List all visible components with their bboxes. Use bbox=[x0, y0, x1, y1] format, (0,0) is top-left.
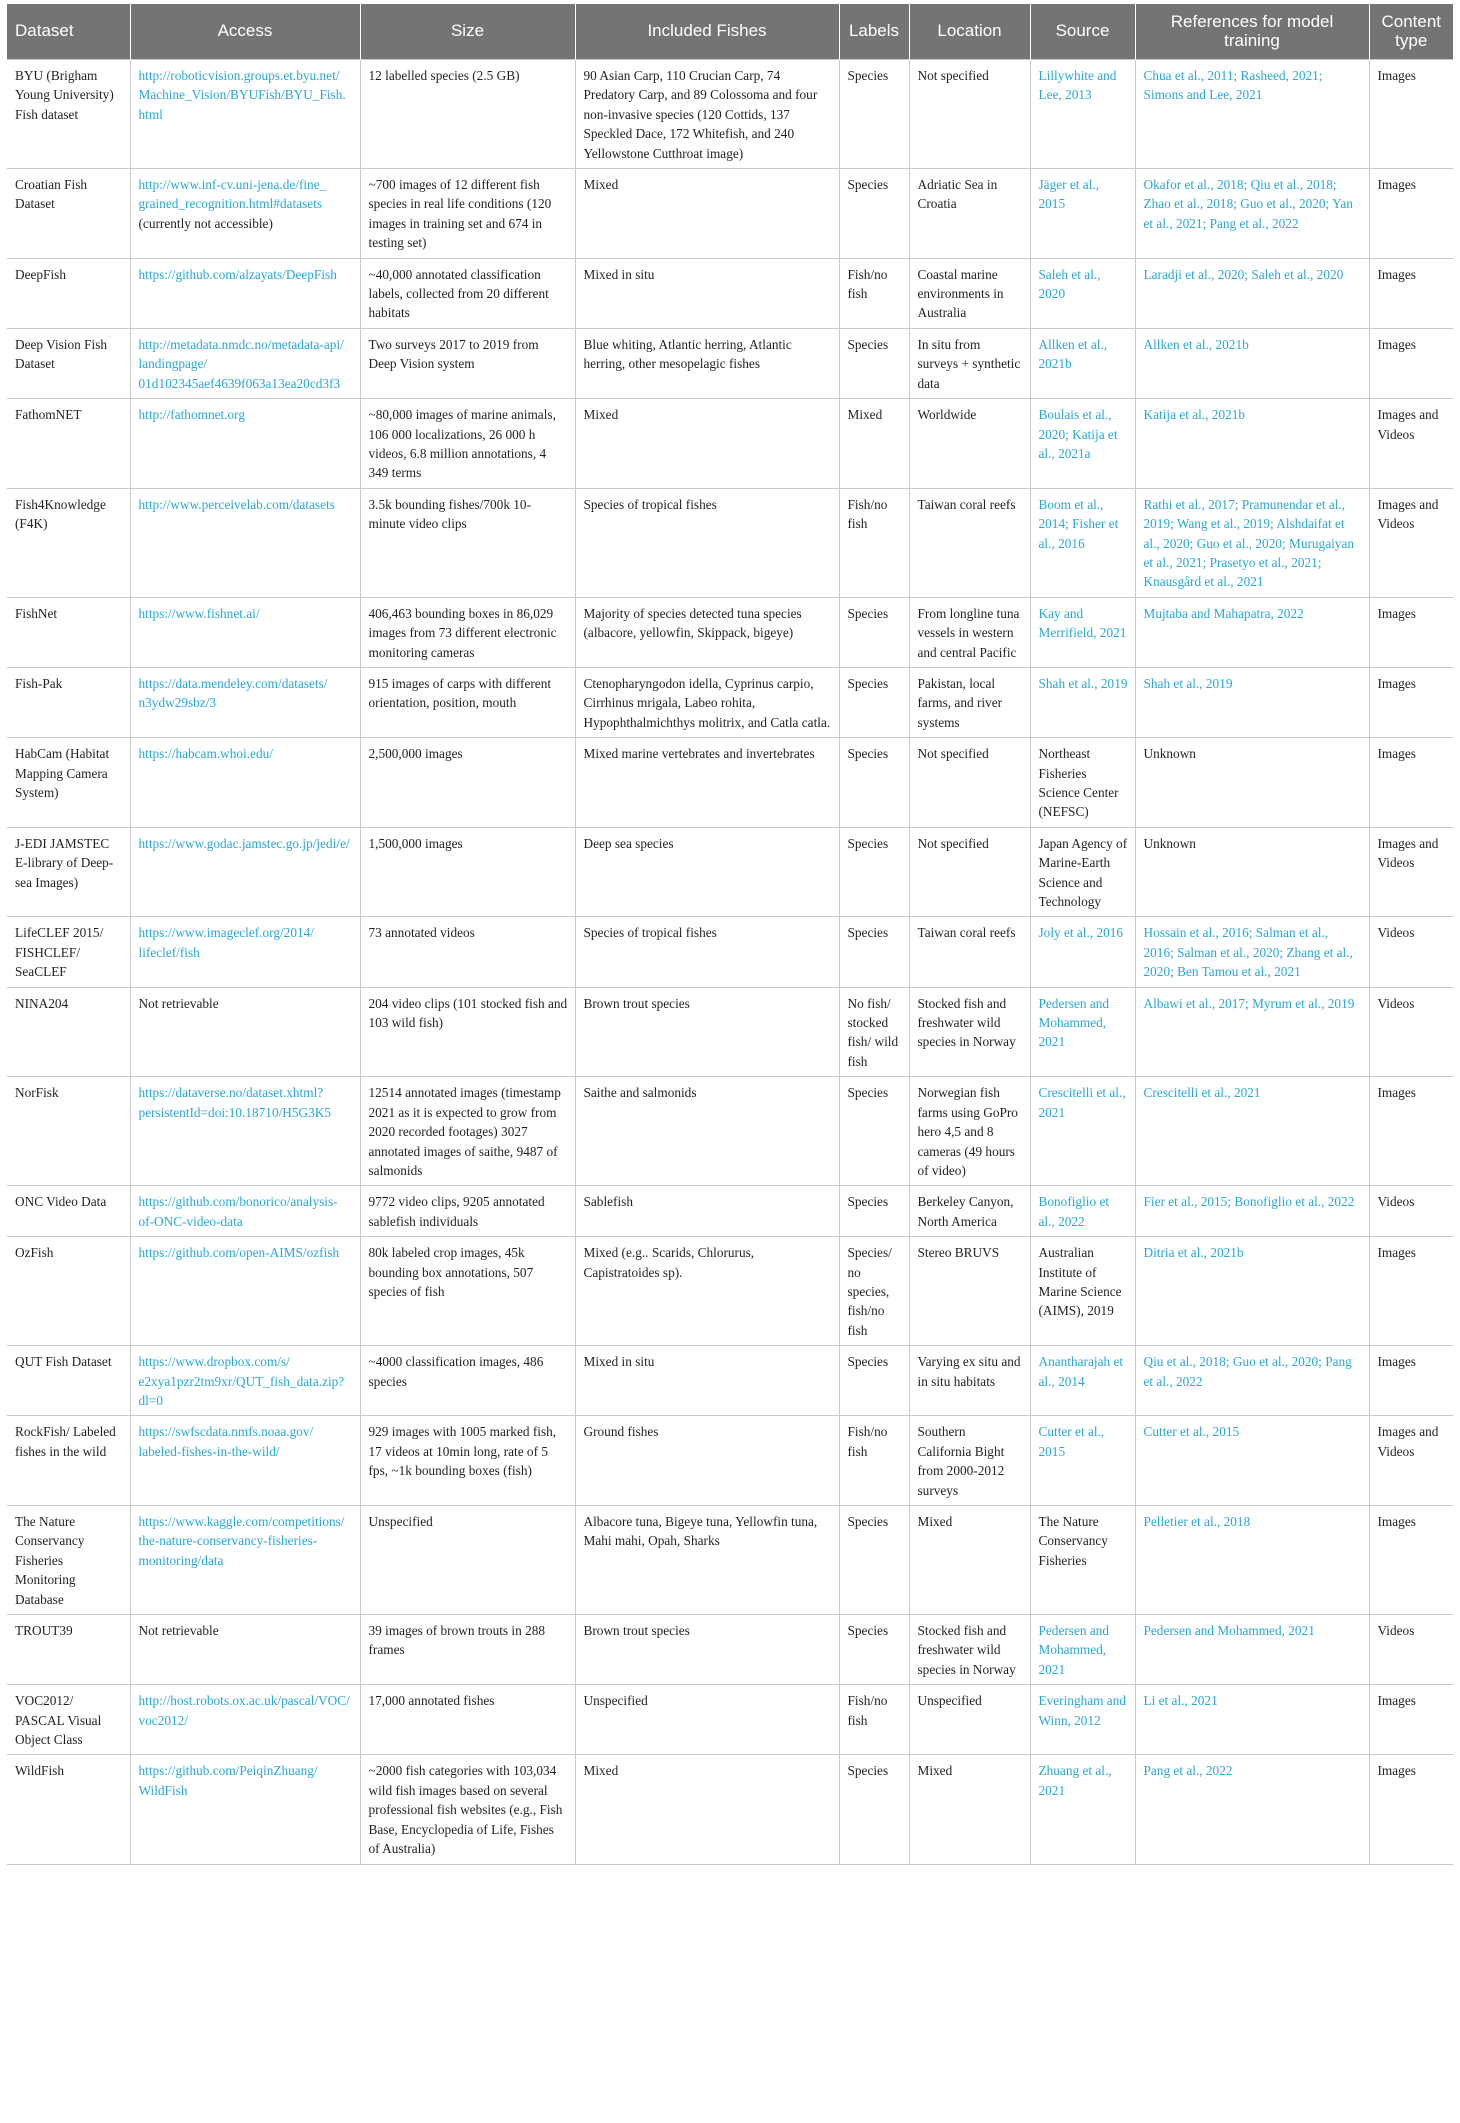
cell-source bbox=[1030, 1755, 1135, 1864]
cell-labels: Species bbox=[839, 1077, 909, 1186]
cell-access bbox=[130, 60, 360, 169]
table-row bbox=[7, 399, 1453, 489]
col-header-size: Size bbox=[360, 4, 575, 60]
cell-dataset: OzFish bbox=[7, 1237, 130, 1346]
cell-source bbox=[1030, 1615, 1135, 1685]
source-link[interactable]: Cutter et al., 2015 bbox=[1038, 1424, 1105, 1459]
table-body bbox=[7, 60, 1453, 1865]
cell-size: 39 images of brown trouts in 288 frames bbox=[360, 1615, 575, 1685]
cell-dataset: FishNet bbox=[7, 597, 130, 667]
cell-fishes: Sablefish bbox=[575, 1186, 839, 1237]
cell-access bbox=[130, 328, 360, 398]
cell-source bbox=[1030, 328, 1135, 398]
cell-access bbox=[130, 399, 360, 489]
table-row bbox=[7, 258, 1453, 328]
access-link[interactable]: http://roboticvision.groups.et.byu.net/Machine_Vision/BYUFish/BYU_Fish.html bbox=[138, 68, 346, 122]
table-row bbox=[7, 1186, 1453, 1237]
cell-size: 204 video clips (101 stocked fish and 103 wild fish) bbox=[360, 987, 575, 1077]
cell-location: Not specified bbox=[909, 827, 1030, 917]
cell-access: Not retrievable bbox=[130, 1615, 360, 1685]
cell-content: Images bbox=[1369, 60, 1453, 169]
cell-labels: Species bbox=[839, 1186, 909, 1237]
table-row bbox=[7, 987, 1453, 1077]
cell-dataset: Fish4Knowledge (F4K) bbox=[7, 488, 130, 597]
cell-access bbox=[130, 1685, 360, 1755]
cell-dataset: DeepFish bbox=[7, 258, 130, 328]
cell-references bbox=[1135, 1077, 1369, 1186]
source-link[interactable]: Pedersen and Mohammed, 2021 bbox=[1038, 1623, 1110, 1677]
source-link[interactable]: Joly et al., 2016 bbox=[1038, 925, 1124, 941]
cell-size: ~80,000 images of marine animals, 106 000 localizations, 26 000 h videos, 6.8 million annotations, 4 349 terms bbox=[360, 399, 575, 489]
reference-link[interactable]: Chua et al., 2011; Rasheed, 2021; Simons and Lee, 2021 bbox=[1143, 68, 1323, 103]
table-row bbox=[7, 597, 1453, 667]
reference-link[interactable]: Pedersen and Mohammed, 2021 bbox=[1143, 1623, 1315, 1639]
cell-fishes: Albacore tuna, Bigeye tuna, Yellowfin tuna, Mahi mahi, Opah, Sharks bbox=[575, 1506, 839, 1615]
access-link[interactable]: https://www.fishnet.ai/ bbox=[138, 605, 260, 621]
cell-dataset: TROUT39 bbox=[7, 1615, 130, 1685]
reference-link[interactable]: Shah et al., 2019 bbox=[1143, 675, 1233, 691]
table-row bbox=[7, 1416, 1453, 1506]
cell-size: 73 annotated videos bbox=[360, 917, 575, 987]
cell-labels: Species bbox=[839, 827, 909, 917]
cell-location: Stereo BRUVS bbox=[909, 1237, 1030, 1346]
cell-location: Norwegian fish farms using GoPro hero 4,5 and 8 cameras (49 hours of video) bbox=[909, 1077, 1030, 1186]
cell-labels: Species bbox=[839, 1346, 909, 1416]
table-row bbox=[7, 1615, 1453, 1685]
cell-content: Images bbox=[1369, 1077, 1453, 1186]
cell-dataset: The Nature Conservancy Fisheries Monitoring Database bbox=[7, 1506, 130, 1615]
cell-references bbox=[1135, 597, 1369, 667]
source-link[interactable]: Bonofiglio et al., 2022 bbox=[1038, 1194, 1110, 1229]
cell-size: ~40,000 annotated classification labels, collected from 20 different habitats bbox=[360, 258, 575, 328]
cell-access bbox=[130, 667, 360, 737]
cell-fishes: Mixed bbox=[575, 1755, 839, 1864]
source-link[interactable]: Zhuang et al., 2021 bbox=[1038, 1763, 1112, 1798]
access-link[interactable]: http://metadata.nmdc.no/metadata-api/landingpage/01d102345aef4639f063a13ea20cd3f3 bbox=[138, 336, 344, 391]
cell-references bbox=[1135, 1186, 1369, 1237]
reference-link[interactable]: Ditria et al., 2021b bbox=[1143, 1245, 1244, 1261]
source-link[interactable]: Boulais et al., 2020; Katija et al., 2021a bbox=[1038, 407, 1118, 461]
cell-access bbox=[130, 827, 360, 917]
source-link[interactable]: Crescitelli et al., 2021 bbox=[1038, 1085, 1126, 1120]
reference-link[interactable]: Hossain et al., 2016; Salman et al., 2016; Salman et al., 2020; Zhang et al., 2020; Ben Tamou et al., 2021 bbox=[1143, 925, 1353, 980]
cell-dataset: RockFish/ Labeled fishes in the wild bbox=[7, 1416, 130, 1506]
cell-dataset: WildFish bbox=[7, 1755, 130, 1864]
cell-fishes: Deep sea species bbox=[575, 827, 839, 917]
access-link[interactable]: http://www.inf-cv.uni-jena.de/fine_grained_recognition.html#datasets bbox=[138, 177, 327, 212]
source-link[interactable]: Shah et al., 2019 bbox=[1038, 675, 1128, 691]
cell-source bbox=[1030, 488, 1135, 597]
datasets-table bbox=[7, 4, 1453, 1865]
cell-references bbox=[1135, 328, 1369, 398]
cell-labels: Fish/no fish bbox=[839, 488, 909, 597]
cell-size: 2,500,000 images bbox=[360, 738, 575, 828]
cell-labels: Species bbox=[839, 738, 909, 828]
col-header-included-fishes: Included Fishes bbox=[575, 4, 839, 60]
cell-source bbox=[1030, 1685, 1135, 1755]
cell-source bbox=[1030, 917, 1135, 987]
cell-dataset: VOC2012/ PASCAL Visual Object Class bbox=[7, 1685, 130, 1755]
cell-access bbox=[130, 917, 360, 987]
cell-references bbox=[1135, 1416, 1369, 1506]
cell-access bbox=[130, 597, 360, 667]
cell-access bbox=[130, 1077, 360, 1186]
cell-references bbox=[1135, 1685, 1369, 1755]
cell-labels: Species bbox=[839, 169, 909, 259]
source-link[interactable]: Saleh et al., 2020 bbox=[1038, 266, 1101, 302]
cell-references bbox=[1135, 169, 1369, 259]
reference-link[interactable]: Fier et al., 2015; Bonofiglio et al., 2022 bbox=[1143, 1194, 1355, 1210]
cell-access bbox=[130, 258, 360, 328]
table-row bbox=[7, 1077, 1453, 1186]
cell-content: Images bbox=[1369, 738, 1453, 828]
cell-size: 929 images with 1005 marked fish, 17 videos at 10min long, rate of 5 fps, ~1k bounding boxes (fish) bbox=[360, 1416, 575, 1506]
cell-size: 80k labeled crop images, 45k bounding box annotations, 507 species of fish bbox=[360, 1237, 575, 1346]
cell-access bbox=[130, 1346, 360, 1416]
cell-source bbox=[1030, 987, 1135, 1077]
cell-references bbox=[1135, 399, 1369, 489]
access-link[interactable]: https://habcam.whoi.edu/ bbox=[138, 746, 273, 762]
cell-location: Not specified bbox=[909, 60, 1030, 169]
cell-location: Varying ex situ and in situ habitats bbox=[909, 1346, 1030, 1416]
cell-content: Videos bbox=[1369, 1615, 1453, 1685]
cell-access bbox=[130, 169, 360, 259]
cell-location: In situ from surveys + synthetic data bbox=[909, 328, 1030, 398]
source-link[interactable]: Everingham and Winn, 2012 bbox=[1038, 1693, 1127, 1728]
cell-location: Mixed bbox=[909, 1506, 1030, 1615]
cell-location: Taiwan coral reefs bbox=[909, 488, 1030, 597]
table-row bbox=[7, 488, 1453, 597]
cell-references bbox=[1135, 488, 1369, 597]
reference-link[interactable]: Crescitelli et al., 2021 bbox=[1143, 1085, 1261, 1101]
cell-dataset: Fish-Pak bbox=[7, 667, 130, 737]
header-row bbox=[7, 4, 1453, 60]
cell-access bbox=[130, 488, 360, 597]
cell-labels: Fish/no fish bbox=[839, 258, 909, 328]
cell-access bbox=[130, 1506, 360, 1615]
table-row bbox=[7, 1685, 1453, 1755]
reference-link[interactable]: Qiu et al., 2018; Guo et al., 2020; Pang et al., 2022 bbox=[1143, 1354, 1352, 1389]
cell-fishes: Mixed (e.g.. Scarids, Chlorurus, Capistratoides sp). bbox=[575, 1237, 839, 1346]
cell-access bbox=[130, 1186, 360, 1237]
table-row bbox=[7, 1506, 1453, 1615]
table-row bbox=[7, 1237, 1453, 1346]
cell-source bbox=[1030, 169, 1135, 259]
cell-references bbox=[1135, 60, 1369, 169]
table-row bbox=[7, 60, 1453, 169]
table-row bbox=[7, 328, 1453, 398]
cell-dataset: Croatian Fish Dataset bbox=[7, 169, 130, 259]
cell-fishes: Mixed marine vertebrates and invertebrates bbox=[575, 738, 839, 828]
cell-size: Unspecified bbox=[360, 1506, 575, 1615]
cell-labels: Mixed bbox=[839, 399, 909, 489]
access-link[interactable]: https://www.godac.jamstec.go.jp/jedi/e/ bbox=[138, 835, 350, 851]
cell-access bbox=[130, 738, 360, 828]
cell-fishes: Brown trout species bbox=[575, 1615, 839, 1685]
cell-references bbox=[1135, 1346, 1369, 1416]
cell-size: 12 labelled species (2.5 GB) bbox=[360, 60, 575, 169]
cell-dataset: LifeCLEF 2015/ FISHCLEF/ SeaCLEF bbox=[7, 917, 130, 987]
cell-location: Berkeley Canyon, North America bbox=[909, 1186, 1030, 1237]
table-row bbox=[7, 1346, 1453, 1416]
cell-location: Southern California Bight from 2000-2012 surveys bbox=[909, 1416, 1030, 1506]
cell-labels: No fish/ stocked fish/ wild fish bbox=[839, 987, 909, 1077]
cell-size: 915 images of carps with different orientation, position, mouth bbox=[360, 667, 575, 737]
cell-location: Pakistan, local farms, and river systems bbox=[909, 667, 1030, 737]
cell-labels: Species bbox=[839, 597, 909, 667]
reference-link[interactable]: Cutter et al., 2015 bbox=[1143, 1424, 1240, 1440]
cell-dataset: Deep Vision Fish Dataset bbox=[7, 328, 130, 398]
reference-link[interactable]: Laradji et al., 2020; Saleh et al., 2020 bbox=[1143, 266, 1344, 282]
cell-references bbox=[1135, 1237, 1369, 1346]
cell-labels: Species bbox=[839, 1615, 909, 1685]
source-link[interactable]: Allken et al., 2021b bbox=[1038, 336, 1108, 372]
reference-link[interactable]: Katija et al., 2021b bbox=[1143, 407, 1246, 423]
cell-fishes: Blue whiting, Atlantic herring, Atlantic herring, other mesopelagic fishes bbox=[575, 328, 839, 398]
cell-references bbox=[1135, 1755, 1369, 1864]
cell-labels: Species bbox=[839, 667, 909, 737]
table-row bbox=[7, 738, 1453, 828]
cell-content: Images bbox=[1369, 1685, 1453, 1755]
access-link[interactable]: http://www.perceivelab.com/datasets bbox=[138, 496, 335, 512]
table-row bbox=[7, 667, 1453, 737]
cell-fishes: Species of tropical fishes bbox=[575, 488, 839, 597]
cell-size: 9772 video clips, 9205 annotated sablefish individuals bbox=[360, 1186, 575, 1237]
access-link[interactable]: http://host.robots.ox.ac.uk/pascal/VOC/voc2012/ bbox=[138, 1693, 350, 1728]
cell-fishes: Ground fishes bbox=[575, 1416, 839, 1506]
cell-fishes: Ctenopharyngodon idella, Cyprinus carpio, Cirrhinus mrigala, Labeo rohita, Hypophthalmichthys molitrix, and Catla catla. bbox=[575, 667, 839, 737]
reference-link[interactable]: Okafor et al., 2018; Qiu et al., 2018; Zhao et al., 2018; Guo et al., 2020; Yan et al., 2021; Pang et al., 2022 bbox=[1143, 177, 1353, 231]
cell-fishes: Majority of species detected tuna species (albacore, yellowfin, Skippack, bigeye) bbox=[575, 597, 839, 667]
cell-fishes: Mixed in situ bbox=[575, 258, 839, 328]
cell-content: Images bbox=[1369, 597, 1453, 667]
cell-location: From longline tuna vessels in western and central Pacific bbox=[909, 597, 1030, 667]
cell-references: Unknown bbox=[1135, 827, 1369, 917]
col-header-dataset: Dataset bbox=[7, 4, 130, 60]
cell-dataset: NorFisk bbox=[7, 1077, 130, 1186]
reference-link[interactable]: Mujtaba and Mahapatra, 2022 bbox=[1143, 605, 1304, 621]
cell-fishes: Unspecified bbox=[575, 1685, 839, 1755]
cell-source bbox=[1030, 1186, 1135, 1237]
cell-labels: Species bbox=[839, 1755, 909, 1864]
cell-location: Coastal marine environments in Australia bbox=[909, 258, 1030, 328]
cell-content: Images and Videos bbox=[1369, 1416, 1453, 1506]
source-link[interactable]: Jäger et al., 2015 bbox=[1038, 177, 1100, 212]
access-note: (currently not accessible) bbox=[138, 215, 273, 231]
cell-access bbox=[130, 1755, 360, 1864]
cell-size: ~2000 fish categories with 103,034 wild fish images based on several professional fish websites (e.g., Fish Base, Encyclopedia of Life, Fishes of Australia) bbox=[360, 1755, 575, 1864]
cell-content: Images bbox=[1369, 1237, 1453, 1346]
col-header-access: Access bbox=[130, 4, 360, 60]
cell-content: Images and Videos bbox=[1369, 399, 1453, 489]
cell-labels: Species bbox=[839, 328, 909, 398]
cell-labels: Species bbox=[839, 60, 909, 169]
cell-content: Images bbox=[1369, 1346, 1453, 1416]
cell-content: Images bbox=[1369, 1506, 1453, 1615]
cell-location: Mixed bbox=[909, 1755, 1030, 1864]
col-header-location: Location bbox=[909, 4, 1030, 60]
cell-content: Images and Videos bbox=[1369, 827, 1453, 917]
cell-references bbox=[1135, 987, 1369, 1077]
cell-size: ~700 images of 12 different fish species in real life conditions (120 images in training set and 674 in testing set) bbox=[360, 169, 575, 259]
cell-source bbox=[1030, 667, 1135, 737]
source-link[interactable]: Boom et al., 2014; Fisher et al., 2016 bbox=[1038, 496, 1119, 551]
table-row bbox=[7, 169, 1453, 259]
cell-references: Unknown bbox=[1135, 738, 1369, 828]
reference-link[interactable]: Albawi et al., 2017; Myrum et al., 2019 bbox=[1143, 995, 1355, 1011]
cell-dataset: BYU (Brigham Young University) Fish dataset bbox=[7, 60, 130, 169]
cell-references bbox=[1135, 258, 1369, 328]
cell-dataset: ONC Video Data bbox=[7, 1186, 130, 1237]
access-link[interactable]: https://github.com/open-AIMS/ozfish bbox=[138, 1245, 340, 1261]
cell-size: ~4000 classification images, 486 species bbox=[360, 1346, 575, 1416]
col-header-content-type: Content type bbox=[1369, 4, 1453, 60]
cell-source: Australian Institute of Marine Science (AIMS), 2019 bbox=[1030, 1237, 1135, 1346]
col-header-labels: Labels bbox=[839, 4, 909, 60]
access-link[interactable]: https://www.imageclef.org/2014/lifeclef/fish bbox=[138, 925, 314, 960]
cell-source bbox=[1030, 1077, 1135, 1186]
cell-fishes: Mixed bbox=[575, 399, 839, 489]
cell-dataset: FathomNET bbox=[7, 399, 130, 489]
cell-source: Japan Agency of Marine-Earth Science and Technology bbox=[1030, 827, 1135, 917]
cell-labels: Species bbox=[839, 917, 909, 987]
cell-location: Not specified bbox=[909, 738, 1030, 828]
cell-size: 3.5k bounding fishes/700k 10-minute video clips bbox=[360, 488, 575, 597]
cell-source bbox=[1030, 597, 1135, 667]
reference-link[interactable]: Rathi et al., 2017; Pramunendar et al., 2019; Wang et al., 2019; Alshdaifat et al., 2020; Guo et al., 2020; Murugaiyan et al., 2021; Prasetyo et al., 2021; Knausgård et al., 2021 bbox=[1143, 496, 1354, 590]
col-header-references: References for model training bbox=[1135, 4, 1369, 60]
source-link[interactable]: Kay and Merrifield, 2021 bbox=[1038, 605, 1127, 641]
cell-content: Images bbox=[1369, 1755, 1453, 1864]
reference-link[interactable]: Li et al., 2021 bbox=[1143, 1693, 1218, 1709]
source-link[interactable]: Pedersen and Mohammed, 2021 bbox=[1038, 995, 1110, 1050]
cell-size: 406,463 bounding boxes in 86,029 images from 73 different electronic monitoring cameras bbox=[360, 597, 575, 667]
table-row bbox=[7, 827, 1453, 917]
cell-labels: Fish/no fish bbox=[839, 1416, 909, 1506]
access-link[interactable]: https://swfscdata.nmfs.noaa.gov/labeled-fishes-in-the-wild/ bbox=[138, 1424, 314, 1459]
cell-source bbox=[1030, 1346, 1135, 1416]
cell-source bbox=[1030, 258, 1135, 328]
cell-labels: Species bbox=[839, 1506, 909, 1615]
cell-location: Stocked fish and freshwater wild species in Norway bbox=[909, 1615, 1030, 1685]
cell-source: Northeast Fisheries Science Center (NEFSC) bbox=[1030, 738, 1135, 828]
cell-dataset: HabCam (Habitat Mapping Camera System) bbox=[7, 738, 130, 828]
cell-fishes: Species of tropical fishes bbox=[575, 917, 839, 987]
access-link[interactable]: http://fathomnet.org bbox=[138, 407, 246, 423]
cell-references bbox=[1135, 917, 1369, 987]
col-header-source: Source bbox=[1030, 4, 1135, 60]
cell-source: The Nature Conservancy Fisheries bbox=[1030, 1506, 1135, 1615]
cell-access bbox=[130, 1237, 360, 1346]
access-link[interactable]: https://github.com/alzayats/DeepFish bbox=[138, 266, 337, 282]
access-link[interactable]: https://github.com/bonorico/analysis-of-ONC-video-data bbox=[138, 1194, 338, 1229]
cell-access: Not retrievable bbox=[130, 987, 360, 1077]
access-link[interactable]: https://data.mendeley.com/datasets/n3ydw29sbz/3 bbox=[138, 675, 328, 711]
cell-content: Videos bbox=[1369, 917, 1453, 987]
cell-size: 12514 annotated images (timestamp 2021 as it is expected to grow from 2020 recorded footages) 3027 annotated images of saithe, 9487 of salmonids bbox=[360, 1077, 575, 1186]
source-link[interactable]: Lillywhite and Lee, 2013 bbox=[1038, 68, 1117, 103]
cell-source bbox=[1030, 60, 1135, 169]
cell-location: Adriatic Sea in Croatia bbox=[909, 169, 1030, 259]
cell-references bbox=[1135, 1506, 1369, 1615]
reference-link[interactable]: Allken et al., 2021b bbox=[1143, 336, 1249, 352]
cell-content: Images bbox=[1369, 667, 1453, 737]
cell-fishes: 90 Asian Carp, 110 Crucian Carp, 74 Predatory Carp, and 89 Colossoma and four non-invasive species (120 Cottids, 137 Speckled Dace, 172 Whitefish, and 240 Yellowstone Cutthroat image) bbox=[575, 60, 839, 169]
access-link[interactable]: https://dataverse.no/dataset.xhtml?persistentId=doi:10.18710/H5G3K5 bbox=[138, 1085, 332, 1120]
cell-content: Images bbox=[1369, 258, 1453, 328]
cell-content: Videos bbox=[1369, 987, 1453, 1077]
cell-references bbox=[1135, 1615, 1369, 1685]
cell-dataset: QUT Fish Dataset bbox=[7, 1346, 130, 1416]
reference-link[interactable]: Pang et al., 2022 bbox=[1143, 1763, 1233, 1779]
cell-references bbox=[1135, 667, 1369, 737]
cell-fishes: Mixed in situ bbox=[575, 1346, 839, 1416]
access-link[interactable]: https://www.dropbox.com/s/e2xya1pzr2tm9xr/QUT_fish_data.zip?dl=0 bbox=[138, 1354, 345, 1408]
cell-content: Images and Videos bbox=[1369, 488, 1453, 597]
cell-content: Videos bbox=[1369, 1186, 1453, 1237]
cell-source bbox=[1030, 1416, 1135, 1506]
table-row bbox=[7, 1755, 1453, 1864]
cell-size: Two surveys 2017 to 2019 from Deep Vision system bbox=[360, 328, 575, 398]
cell-location: Unspecified bbox=[909, 1685, 1030, 1755]
access-link[interactable]: https://www.kaggle.com/competitions/the-nature-conservancy-fisheries-monitoring/data bbox=[138, 1514, 345, 1568]
cell-location: Worldwide bbox=[909, 399, 1030, 489]
cell-dataset: NINA204 bbox=[7, 987, 130, 1077]
cell-source bbox=[1030, 399, 1135, 489]
table-row bbox=[7, 917, 1453, 987]
cell-fishes: Mixed bbox=[575, 169, 839, 259]
cell-access bbox=[130, 1416, 360, 1506]
cell-fishes: Brown trout species bbox=[575, 987, 839, 1077]
reference-link[interactable]: Pelletier et al., 2018 bbox=[1143, 1514, 1251, 1529]
cell-location: Stocked fish and freshwater wild species in Norway bbox=[909, 987, 1030, 1077]
access-link[interactable]: https://github.com/PeiqinZhuang/WildFish bbox=[138, 1763, 318, 1798]
cell-content: Images bbox=[1369, 328, 1453, 398]
cell-fishes: Saithe and salmonids bbox=[575, 1077, 839, 1186]
source-link[interactable]: Anantharajah et al., 2014 bbox=[1038, 1354, 1124, 1389]
cell-labels: Species/ no species, fish/no fish bbox=[839, 1237, 909, 1346]
cell-dataset: J-EDI JAMSTEC E-library of Deep-sea Images) bbox=[7, 827, 130, 917]
cell-location: Taiwan coral reefs bbox=[909, 917, 1030, 987]
cell-size: 17,000 annotated fishes bbox=[360, 1685, 575, 1755]
cell-size: 1,500,000 images bbox=[360, 827, 575, 917]
cell-labels: Fish/no fish bbox=[839, 1685, 909, 1755]
cell-content: Images bbox=[1369, 169, 1453, 259]
